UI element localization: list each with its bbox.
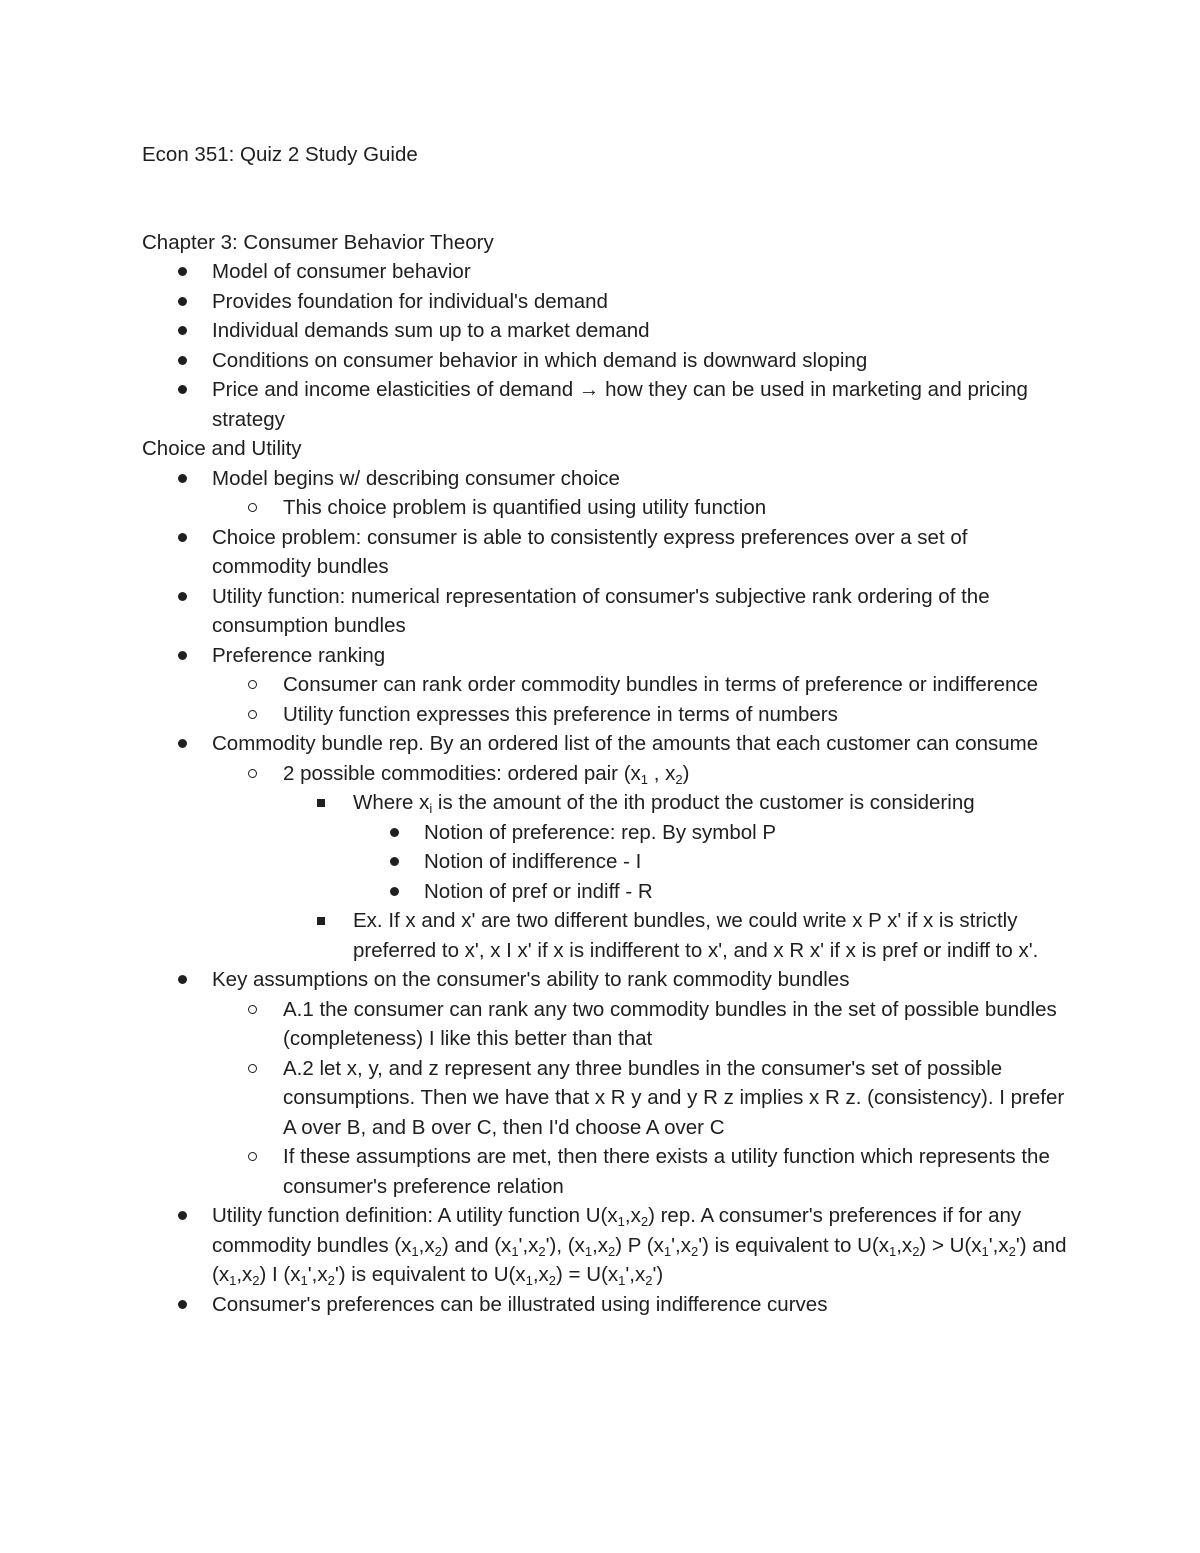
document-title: Econ 351: Quiz 2 Study Guide bbox=[142, 143, 418, 166]
list-item: This choice problem is quantified using utility function bbox=[142, 493, 1072, 523]
circle-bullet-icon bbox=[248, 769, 257, 778]
list-item: 2 possible commodities: ordered pair ($x_1$ , $x_2$) bbox=[142, 759, 1072, 789]
list-item: Notion of pref or indiff - R bbox=[142, 877, 1072, 907]
bullet-icon bbox=[390, 887, 399, 896]
document-page bbox=[142, 140, 1072, 1319]
list-item: Choice problem: consumer is able to consistently express preferences over a set of commodity bundles bbox=[142, 523, 1072, 582]
bullet-icon bbox=[178, 739, 187, 748]
square-bullet-icon bbox=[317, 799, 325, 807]
list-item: Key assumptions on the consumer's ability to rank commodity bundles bbox=[142, 965, 1072, 995]
bullet-icon bbox=[178, 297, 187, 306]
bullet-icon bbox=[178, 474, 187, 483]
bullet-icon bbox=[178, 385, 187, 394]
bullet-icon bbox=[178, 592, 187, 601]
list-item: Utility function: numerical representation of consumer's subjective rank ordering of the consumption bundles bbox=[142, 582, 1072, 641]
circle-bullet-icon bbox=[248, 1005, 257, 1014]
list-item: Where $x_i$ is the amount of the ith product the customer is considering bbox=[142, 788, 1072, 818]
chapter-heading: Chapter 3: Consumer Behavior Theory bbox=[142, 230, 494, 254]
circle-bullet-icon bbox=[248, 1152, 257, 1161]
circle-bullet-icon bbox=[248, 680, 257, 689]
square-bullet-icon bbox=[317, 917, 325, 925]
list-item: Individual demands sum up to a market demand bbox=[142, 316, 1072, 346]
circle-bullet-icon bbox=[248, 710, 257, 719]
bullet-icon bbox=[178, 356, 187, 365]
list-item: Consumer's preferences can be illustrated using indifference curves bbox=[142, 1290, 1072, 1320]
list-item: Commodity bundle rep. By an ordered list of the amounts that each customer can consume bbox=[142, 729, 1072, 759]
section-heading: Choice and Utility bbox=[142, 437, 302, 460]
list-item: Utility function definition: A utility function $U(x_1,x_2)$ rep. A consumer's preferences if for any commodity bundles $(x_1,x_2)$ and $(x_1',x_2')$, $(x_1,x_2)$ P $(x_1',x_2')$ is equivalent to $U(x_1,x_2) > U(x_1',x_2')$ and $(x_1,x_2)$ I $(x_1',x_2')$ is equivalent to $U(x_1,x_2) = U(x_1',x_2')$ bbox=[142, 1201, 1072, 1290]
bullet-icon bbox=[178, 975, 187, 984]
circle-bullet-icon bbox=[248, 1064, 257, 1073]
list-item: Utility function expresses this preference in terms of numbers bbox=[142, 700, 1072, 730]
list-item: A.2 let x, y, and z represent any three bundles in the consumer's set of possible consumptions. Then we have that x R y and y R z implies x R z. (consistency). I prefer A over B, and B over C, then I'd choose A over C bbox=[142, 1054, 1072, 1143]
bullet-icon bbox=[178, 651, 187, 660]
list-item: A.1 the consumer can rank any two commodity bundles in the set of possible bundles (completeness) I like this better than that bbox=[142, 995, 1072, 1054]
list-item: Preference ranking bbox=[142, 641, 1072, 671]
bullet-icon bbox=[178, 1211, 187, 1220]
circle-bullet-icon bbox=[248, 503, 257, 512]
list-item: Model of consumer behavior bbox=[142, 257, 1072, 287]
list-item: Ex. If x and x' are two different bundles, we could write x P x' if x is strictly preferred to x', x I x' if x is indifferent to x', and x R x' if x is pref or indiff to x'. bbox=[142, 906, 1072, 965]
bullet-icon bbox=[178, 533, 187, 542]
list-item: Conditions on consumer behavior in which demand is downward sloping bbox=[142, 346, 1072, 376]
bullet-icon bbox=[390, 828, 399, 837]
bullet-icon bbox=[390, 857, 399, 866]
bullet-icon bbox=[178, 1300, 187, 1309]
list-item: Provides foundation for individual's demand bbox=[142, 287, 1072, 317]
list-item: Price and income elasticities of demand → how they can be used in marketing and pricing strategy bbox=[142, 375, 1072, 434]
list-item: Consumer can rank order commodity bundles in terms of preference or indifference bbox=[142, 670, 1072, 700]
list-item: Notion of indifference - I bbox=[142, 847, 1072, 877]
list-item: Model begins w/ describing consumer choice bbox=[142, 464, 1072, 494]
bullet-icon bbox=[178, 267, 187, 276]
list-item: Notion of preference: rep. By symbol P bbox=[142, 818, 1072, 848]
bullet-icon bbox=[178, 326, 187, 335]
list-item: If these assumptions are met, then there exists a utility function which represents the consumer's preference relation bbox=[142, 1142, 1072, 1201]
